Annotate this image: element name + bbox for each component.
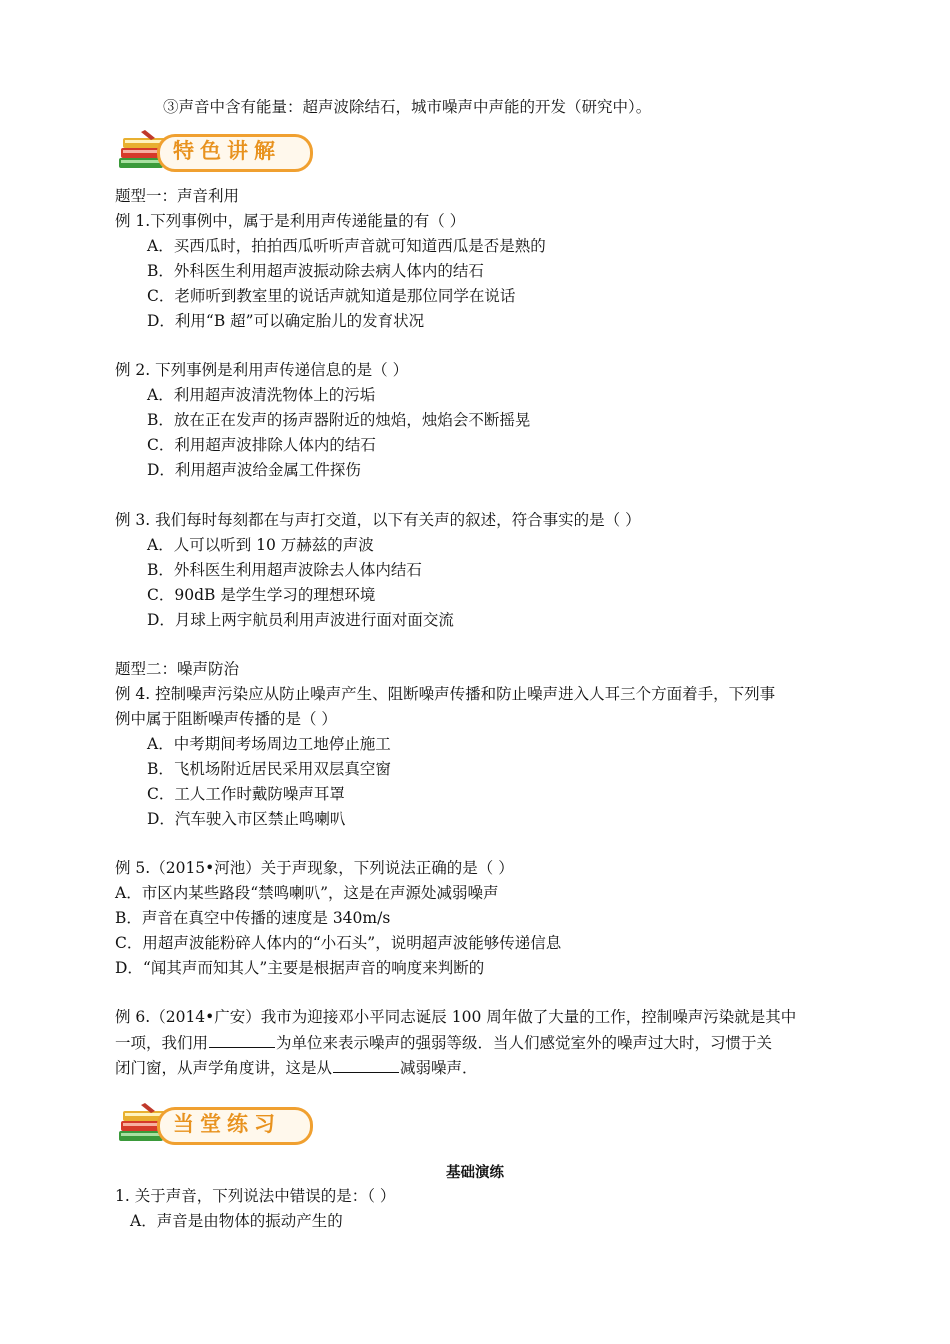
type2-heading: 题型二：噪声防治 (115, 660, 240, 678)
ex3-option-a: A．人可以听到 10 万赫兹的声波 (147, 536, 374, 554)
ex3-question: 例 3. 我们每时每刻都在与声打交道，以下有关声的叙述，符合事实的是（ ） (115, 511, 641, 529)
ex6-line3-start: 闭门窗，从声学角度讲，这是从 (115, 1059, 333, 1077)
ex4-question-line2: 例中属于阻断噪声传播的是（ ） (115, 710, 337, 728)
banner-title: 当堂练习 (173, 1112, 281, 1136)
ex5-option-d: D．“闻其声而知其人”主要是根据声音的响度来判断的 (115, 959, 485, 977)
ex5-question: 例 5.（2015•河池）关于声现象，下列说法正确的是（ ） (115, 859, 514, 877)
ex2-option-a: A．利用超声波清洗物体上的污垢 (147, 386, 376, 404)
ex1-option-d: D．利用“B 超”可以确定胎儿的发育状况 (147, 312, 425, 330)
ex4-option-a: A．中考期间考场周边工地停止施工 (147, 735, 391, 753)
ex4-option-b: B．飞机场附近居民采用双层真空窗 (147, 760, 391, 778)
banner-practice (115, 1101, 315, 1149)
ex2-option-d: D．利用超声波给金属工件探伤 (147, 461, 361, 479)
ex6-line2 (115, 1033, 772, 1053)
ex2-question: 例 2. 下列事例是利用声传递信息的是（ ） (115, 361, 409, 379)
intro-line: ③声音中含有能量：超声波除结石，城市噪声中声能的开发（研究中）。 (163, 98, 652, 116)
ex6-line3 (115, 1058, 478, 1078)
ex1-option-c: C．老师听到教室里的说话声就知道是那位同学在说话 (147, 287, 516, 305)
type1-heading: 题型一：声音利用 (115, 187, 240, 205)
p1-question: 1. 关于声音，下列说法中错误的是：（ ） (115, 1187, 396, 1205)
ex1-option-b: B．外科医生利用超声波振动除去病人体内的结石 (147, 262, 484, 280)
ex6-line3-end: 减弱噪声． (400, 1059, 478, 1077)
ex2-option-b: B．放在正在发声的扬声器附近的烛焰，烛焰会不断摇晃 (147, 411, 531, 429)
ex6-line2-end: 为单位来表示噪声的强弱等级．当人们感觉室外的噪声过大时，习惯于关 (276, 1034, 773, 1052)
banner-title: 特色讲解 (173, 139, 281, 163)
ex6-line1: 例 6.（2014•广安）我市为迎接邓小平同志诞辰 100 周年做了大量的工作，控制噪声污染就是其中 (115, 1008, 797, 1026)
ex2-option-c: C．利用超声波排除人体内的结石 (147, 436, 376, 454)
banner-feature (115, 128, 315, 176)
ex3-option-c: C．90dB 是学生学习的理想环境 (147, 586, 376, 604)
ex5-option-a: A．市区内某些路段“禁鸣喇叭”，这是在声源处减弱噪声 (115, 884, 499, 902)
p1-option-a: A．声音是由物体的振动产生的 (130, 1212, 343, 1230)
section-title: 基础演练 (446, 1165, 504, 1181)
ex6-blank-1[interactable] (209, 1033, 275, 1048)
ex4-question-line1: 例 4. 控制噪声污染应从防止噪声产生、阻断噪声传播和防止噪声进入人耳三个方面着手，下列事 (115, 685, 776, 703)
ex3-option-d: D．月球上两宇航员利用声波进行面对面交流 (147, 611, 454, 629)
ex4-option-d: D．汽车驶入市区禁止鸣喇叭 (147, 810, 346, 828)
ex5-option-c: C．用超声波能粉碎人体内的“小石头”，说明超声波能够传递信息 (115, 934, 562, 952)
ex1-option-a: A．买西瓜时，拍拍西瓜听听声音就可知道西瓜是否是熟的 (147, 237, 546, 255)
ex6-blank-2[interactable] (333, 1058, 399, 1073)
ex5-option-b: B．声音在真空中传播的速度是 340m/s (115, 909, 391, 927)
ex4-option-c: C．工人工作时戴防噪声耳罩 (147, 785, 345, 803)
ex6-line2-start: 一项，我们用 (115, 1034, 209, 1052)
ex1-question: 例 1.下列事例中，属于是利用声传递能量的有（ ） (115, 212, 466, 230)
ex3-option-b: B．外科医生利用超声波除去人体内结石 (147, 561, 422, 579)
